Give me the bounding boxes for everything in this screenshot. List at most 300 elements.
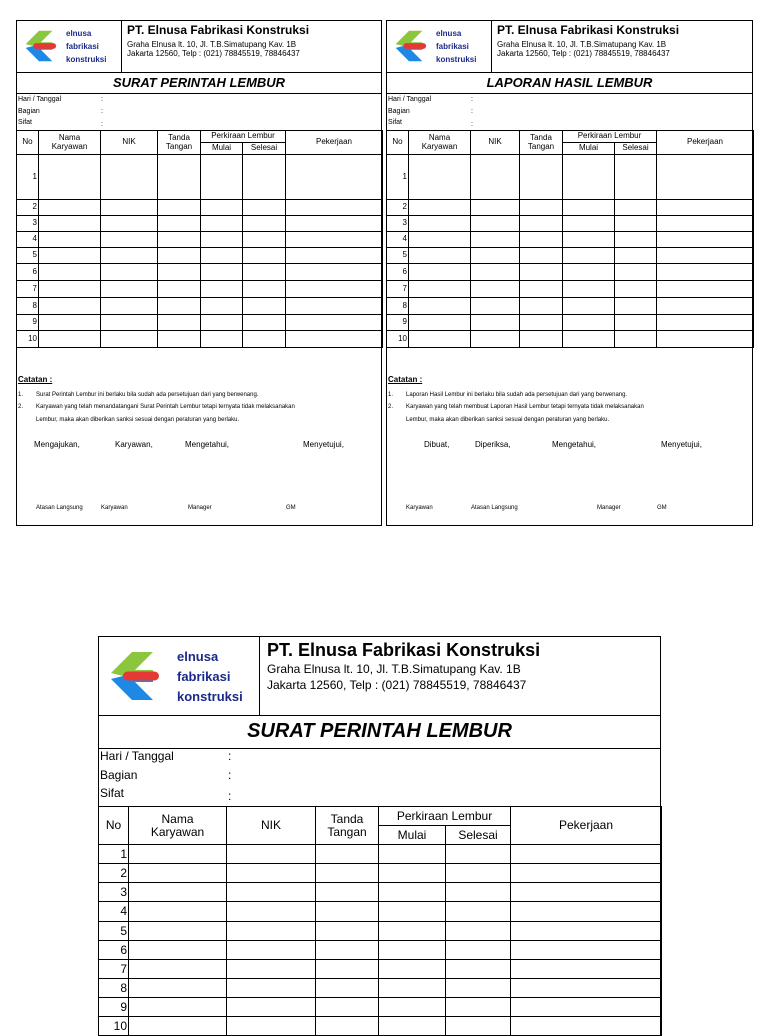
meta-label-sifat: Sifat: [388, 119, 403, 126]
cell-tanda[interactable]: [158, 216, 201, 232]
cell-selesai[interactable]: [243, 248, 286, 264]
cell-tanda[interactable]: [158, 155, 201, 200]
logo-text-1: elnusa: [66, 29, 92, 38]
sign-title: Menyetujui,: [303, 440, 344, 449]
cell-nama[interactable]: [39, 155, 101, 200]
row-number: 4: [99, 902, 129, 922]
header-perkiraan: Perkiraan Lembur: [379, 807, 511, 826]
cell-nik[interactable]: [101, 155, 158, 200]
cell-nama[interactable]: [39, 232, 101, 248]
form-title: SURAT PERINTAH LEMBUR: [17, 72, 381, 94]
cell-mulai[interactable]: [379, 883, 446, 902]
cell-nik[interactable]: [101, 315, 158, 331]
cell-pekerjaan[interactable]: [286, 331, 383, 348]
cell-mulai[interactable]: [379, 1017, 446, 1036]
cell-pekerjaan[interactable]: [511, 864, 662, 883]
sign-title: Mengajukan,: [34, 440, 80, 449]
cell-selesai[interactable]: [446, 960, 511, 979]
row-number: 7: [99, 960, 129, 979]
cell-tanda[interactable]: [316, 883, 379, 902]
cell-tanda[interactable]: [158, 331, 201, 348]
header-tanda: Tanda Tangan: [158, 131, 201, 155]
cell-nama[interactable]: [129, 845, 227, 864]
cell-tanda[interactable]: [520, 331, 563, 348]
row-number: 6: [17, 264, 39, 281]
cell-mulai[interactable]: [201, 200, 243, 216]
cell-pekerjaan[interactable]: [657, 298, 754, 315]
row-number: 1: [99, 845, 129, 864]
header-nik: NIK: [471, 131, 520, 155]
cell-mulai[interactable]: [201, 264, 243, 281]
cell-nik[interactable]: [101, 264, 158, 281]
sign-role: Manager: [188, 505, 212, 511]
company-logo: [387, 21, 492, 72]
cell-nik[interactable]: [471, 216, 520, 232]
cell-pekerjaan[interactable]: [657, 216, 754, 232]
cell-pekerjaan[interactable]: [657, 200, 754, 216]
cell-selesai[interactable]: [446, 1017, 511, 1036]
cell-tanda[interactable]: [520, 200, 563, 216]
cell-nik[interactable]: [227, 902, 316, 922]
cell-selesai[interactable]: [446, 979, 511, 998]
row-number: 9: [17, 315, 39, 331]
cell-selesai[interactable]: [615, 200, 657, 216]
note-number: 1.: [388, 392, 394, 398]
cell-pekerjaan[interactable]: [286, 200, 383, 216]
cell-mulai[interactable]: [379, 902, 446, 922]
cell-nik[interactable]: [227, 883, 316, 902]
cell-selesai[interactable]: [446, 864, 511, 883]
company-name: PT. Elnusa Fabrikasi Konstruksi: [497, 23, 680, 37]
header-no: No: [17, 131, 39, 155]
cell-tanda[interactable]: [520, 248, 563, 264]
cell-nama[interactable]: [129, 1017, 227, 1036]
header-pekerjaan: Pekerjaan: [286, 131, 383, 155]
cell-mulai[interactable]: [563, 248, 615, 264]
row-number: 6: [99, 941, 129, 960]
cell-nik[interactable]: [471, 281, 520, 298]
cell-nama[interactable]: [409, 232, 471, 248]
meta-label-sifat: Sifat: [100, 786, 125, 800]
header-nama: Nama Karyawan: [409, 131, 471, 155]
sign-role: Atasan Langsung: [36, 505, 83, 511]
cell-nik[interactable]: [101, 281, 158, 298]
cell-nama[interactable]: [129, 979, 227, 998]
cell-mulai[interactable]: [201, 232, 243, 248]
header-nama: Nama Karyawan: [39, 131, 101, 155]
form-header: [99, 637, 660, 716]
cell-selesai[interactable]: [243, 315, 286, 331]
header-mulai: Mulai: [379, 826, 446, 845]
cell-selesai[interactable]: [446, 883, 511, 902]
cell-tanda[interactable]: [158, 248, 201, 264]
cell-tanda[interactable]: [316, 998, 379, 1017]
cell-nik[interactable]: [471, 315, 520, 331]
cell-nik[interactable]: [227, 941, 316, 960]
note-number: 2.: [388, 404, 394, 410]
row-number: 7: [17, 281, 39, 298]
meta-colon: :: [101, 108, 103, 115]
cell-nama[interactable]: [409, 200, 471, 216]
meta-colon: :: [471, 96, 473, 103]
cell-mulai[interactable]: [563, 264, 615, 281]
note-number: 1.: [18, 392, 24, 398]
cell-selesai[interactable]: [615, 331, 657, 348]
meta-label-date: Hari / Tanggal: [388, 96, 432, 103]
sign-role: Karyawan: [406, 505, 433, 511]
cell-selesai[interactable]: [446, 845, 511, 864]
cell-nama[interactable]: [409, 216, 471, 232]
cell-pekerjaan[interactable]: [511, 960, 662, 979]
row-number: 9: [387, 315, 409, 331]
cell-pekerjaan[interactable]: [511, 941, 662, 960]
company-name: PT. Elnusa Fabrikasi Konstruksi: [267, 640, 541, 660]
cell-selesai[interactable]: [243, 264, 286, 281]
company-address-1: Graha Elnusa lt. 10, Jl. T.B.Simatupang Kav. 1B: [267, 662, 521, 676]
cell-pekerjaan[interactable]: [286, 264, 383, 281]
sign-title: Diperiksa,: [475, 440, 511, 449]
cell-nik[interactable]: [101, 331, 158, 348]
cell-tanda[interactable]: [316, 922, 379, 941]
cell-tanda[interactable]: [520, 155, 563, 200]
company-address-2: Jakarta 12560, Telp : (021) 78845519, 78846437: [267, 678, 527, 692]
cell-selesai[interactable]: [243, 281, 286, 298]
cell-selesai[interactable]: [615, 248, 657, 264]
cell-mulai[interactable]: [201, 298, 243, 315]
cell-nik[interactable]: [227, 979, 316, 998]
meta-label-bagian: Bagian: [100, 768, 138, 782]
note-text: Surat Perintah Lembur ini berlaku bila sudah ada persetujuan dari yang berwenang.: [36, 392, 259, 398]
meta-label-bagian: Bagian: [388, 108, 410, 115]
cell-nik[interactable]: [101, 216, 158, 232]
cell-tanda[interactable]: [316, 845, 379, 864]
cell-mulai[interactable]: [379, 845, 446, 864]
company-address-2: Jakarta 12560, Telp : (021) 78845519, 78846437: [497, 49, 670, 58]
header-no: No: [387, 131, 409, 155]
row-number: 4: [17, 232, 39, 248]
cell-mulai[interactable]: [563, 155, 615, 200]
meta-colon: :: [471, 121, 473, 128]
cell-tanda[interactable]: [316, 864, 379, 883]
row-number: 5: [17, 248, 39, 264]
cell-nama[interactable]: [39, 281, 101, 298]
note-text: Karyawan yang telah membuat Laporan Hasil Lembur tetapi ternyata tidak melaksanakan: [406, 404, 644, 410]
cell-pekerjaan[interactable]: [657, 331, 754, 348]
cell-nik[interactable]: [227, 998, 316, 1017]
cell-tanda[interactable]: [316, 902, 379, 922]
cell-pekerjaan[interactable]: [657, 264, 754, 281]
cell-pekerjaan[interactable]: [511, 979, 662, 998]
cell-mulai[interactable]: [563, 331, 615, 348]
header-nik: NIK: [227, 807, 316, 845]
cell-tanda[interactable]: [520, 315, 563, 331]
cell-tanda[interactable]: [316, 941, 379, 960]
cell-nama[interactable]: [39, 331, 101, 348]
cell-selesai[interactable]: [615, 315, 657, 331]
cell-pekerjaan[interactable]: [511, 1017, 662, 1036]
logo-text-3: konstruksi: [436, 55, 477, 64]
cell-nama[interactable]: [39, 216, 101, 232]
cell-selesai[interactable]: [615, 232, 657, 248]
row-number: 2: [387, 200, 409, 216]
row-number: 3: [99, 883, 129, 902]
cell-mulai[interactable]: [201, 331, 243, 348]
cell-nik[interactable]: [101, 298, 158, 315]
cell-nama[interactable]: [129, 864, 227, 883]
cell-tanda[interactable]: [158, 298, 201, 315]
cell-nik[interactable]: [227, 960, 316, 979]
row-number: 8: [99, 979, 129, 998]
cell-pekerjaan[interactable]: [286, 298, 383, 315]
cell-nik[interactable]: [471, 264, 520, 281]
header-selesai: Selesai: [615, 143, 657, 155]
row-number: 8: [387, 298, 409, 315]
cell-pekerjaan[interactable]: [657, 281, 754, 298]
cell-nama[interactable]: [129, 902, 227, 922]
form-title: LAPORAN HASIL LEMBUR: [387, 72, 752, 94]
sign-role: Manager: [597, 505, 621, 511]
cell-nama[interactable]: [409, 264, 471, 281]
form-surat-perintah-lembur: [16, 20, 382, 526]
cell-nik[interactable]: [101, 200, 158, 216]
cell-selesai[interactable]: [243, 216, 286, 232]
cell-pekerjaan[interactable]: [286, 315, 383, 331]
company-address-1: Graha Elnusa lt. 10, Jl. T.B.Simatupang Kav. 1B: [497, 40, 667, 49]
cell-nik[interactable]: [471, 248, 520, 264]
header-perkiraan: Perkiraan Lembur: [563, 131, 657, 143]
cell-selesai[interactable]: [615, 264, 657, 281]
sign-title: Menyetujui,: [661, 440, 702, 449]
cell-pekerjaan[interactable]: [286, 232, 383, 248]
cell-tanda[interactable]: [316, 960, 379, 979]
meta-colon: :: [101, 96, 103, 103]
cell-tanda[interactable]: [520, 298, 563, 315]
cell-nik[interactable]: [101, 248, 158, 264]
cell-nama[interactable]: [409, 281, 471, 298]
note-text: Laporan Hasil Lembur ini berlaku bila sudah ada persetujuan dari yang berwenang.: [406, 392, 628, 398]
logo-text-1: elnusa: [177, 649, 219, 664]
cell-nama[interactable]: [409, 155, 471, 200]
cell-selesai[interactable]: [243, 331, 286, 348]
cell-mulai[interactable]: [201, 281, 243, 298]
logo-text-2: fabrikasi: [436, 42, 469, 51]
company-logo: [17, 21, 122, 72]
cell-nama[interactable]: [129, 960, 227, 979]
cell-tanda[interactable]: [520, 232, 563, 248]
cell-pekerjaan[interactable]: [657, 155, 754, 200]
cell-mulai[interactable]: [379, 941, 446, 960]
logo-text-3: konstruksi: [177, 689, 243, 704]
cell-nik[interactable]: [471, 298, 520, 315]
row-number: 9: [99, 998, 129, 1017]
row-number: 5: [387, 248, 409, 264]
sign-title: Dibuat,: [424, 440, 450, 449]
header-perkiraan: Perkiraan Lembur: [201, 131, 286, 143]
logo-mark-icon: [102, 646, 162, 706]
cell-pekerjaan[interactable]: [657, 248, 754, 264]
row-number: 2: [17, 200, 39, 216]
cell-mulai[interactable]: [379, 922, 446, 941]
cell-nama[interactable]: [409, 315, 471, 331]
cell-nik[interactable]: [471, 155, 520, 200]
logo-mark-icon: [20, 27, 58, 65]
cell-nama[interactable]: [409, 331, 471, 348]
cell-nama[interactable]: [129, 998, 227, 1017]
form-header: [17, 21, 381, 73]
header-pekerjaan: Pekerjaan: [511, 807, 662, 845]
cell-nik[interactable]: [227, 845, 316, 864]
sign-title: Mengetahui,: [185, 440, 230, 449]
meta-label-date: Hari / Tanggal: [100, 749, 174, 763]
cell-mulai[interactable]: [201, 315, 243, 331]
cell-tanda[interactable]: [158, 264, 201, 281]
cell-selesai[interactable]: [615, 281, 657, 298]
header-tanda: Tanda Tangan: [316, 807, 379, 845]
cell-nik[interactable]: [227, 864, 316, 883]
sign-role: GM: [286, 505, 296, 511]
overtime-table: [98, 806, 662, 1036]
cell-nik[interactable]: [227, 1017, 316, 1036]
cell-nik[interactable]: [101, 232, 158, 248]
header-mulai: Mulai: [201, 143, 243, 155]
cell-tanda[interactable]: [520, 264, 563, 281]
cell-pekerjaan[interactable]: [286, 155, 383, 200]
header-no: No: [99, 807, 129, 845]
cell-selesai[interactable]: [446, 941, 511, 960]
cell-mulai[interactable]: [563, 281, 615, 298]
sign-role: Atasan Langsung: [471, 505, 518, 511]
cell-nik[interactable]: [227, 922, 316, 941]
cell-mulai[interactable]: [379, 979, 446, 998]
cell-pekerjaan[interactable]: [657, 315, 754, 331]
cell-tanda[interactable]: [316, 1017, 379, 1036]
cell-nik[interactable]: [471, 331, 520, 348]
row-number: 7: [387, 281, 409, 298]
cell-mulai[interactable]: [563, 232, 615, 248]
cell-tanda[interactable]: [158, 200, 201, 216]
cell-mulai[interactable]: [201, 216, 243, 232]
cell-tanda[interactable]: [158, 281, 201, 298]
cell-nama[interactable]: [39, 298, 101, 315]
cell-nama[interactable]: [129, 941, 227, 960]
cell-nama[interactable]: [39, 248, 101, 264]
header-mulai: Mulai: [563, 143, 615, 155]
note-text: Lembur, maka akan diberikan sanksi sesuai dengan peraturan yang berlaku.: [36, 417, 240, 423]
meta-colon: :: [471, 108, 473, 115]
cell-pekerjaan[interactable]: [286, 248, 383, 264]
cell-mulai[interactable]: [563, 315, 615, 331]
row-number: 8: [17, 298, 39, 315]
header-nama: Nama Karyawan: [129, 807, 227, 845]
cell-nik[interactable]: [471, 200, 520, 216]
form-surat-perintah-lembur-enlarged: [98, 636, 661, 1036]
cell-nama[interactable]: [39, 315, 101, 331]
cell-pekerjaan[interactable]: [511, 845, 662, 864]
cell-selesai[interactable]: [615, 216, 657, 232]
cell-selesai[interactable]: [615, 155, 657, 200]
header-selesai: Selesai: [243, 143, 286, 155]
cell-selesai[interactable]: [446, 922, 511, 941]
logo-text-1: elnusa: [436, 29, 462, 38]
row-number: 6: [387, 264, 409, 281]
note-text: Karyawan yang telah menandatangani Surat Perintah Lembur tetapi ternyata tidak melaksanakan: [36, 404, 295, 410]
cell-nama[interactable]: [409, 298, 471, 315]
cell-selesai[interactable]: [446, 902, 511, 922]
cell-tanda[interactable]: [520, 216, 563, 232]
row-number: 2: [99, 864, 129, 883]
cell-tanda[interactable]: [316, 979, 379, 998]
row-number: 4: [387, 232, 409, 248]
cell-selesai[interactable]: [243, 200, 286, 216]
cell-pekerjaan[interactable]: [657, 232, 754, 248]
cell-mulai[interactable]: [563, 200, 615, 216]
cell-pekerjaan[interactable]: [511, 902, 662, 922]
cell-selesai[interactable]: [446, 998, 511, 1017]
cell-nama[interactable]: [129, 883, 227, 902]
cell-pekerjaan[interactable]: [511, 883, 662, 902]
logo-mark-icon: [390, 27, 428, 65]
cell-pekerjaan[interactable]: [286, 281, 383, 298]
note-text: Lembur, maka akan diberikan sanksi sesuai dengan peraturan yang berlaku.: [406, 417, 610, 423]
row-number: 1: [387, 155, 409, 200]
notes-title: Catatan :: [388, 375, 423, 384]
cell-mulai[interactable]: [201, 155, 243, 200]
cell-nama[interactable]: [409, 248, 471, 264]
header-nik: NIK: [101, 131, 158, 155]
cell-selesai[interactable]: [243, 298, 286, 315]
sign-role: Karyawan: [101, 505, 128, 511]
cell-nama[interactable]: [39, 200, 101, 216]
cell-mulai[interactable]: [563, 216, 615, 232]
meta-colon: :: [228, 768, 232, 782]
form-title: SURAT PERINTAH LEMBUR: [99, 715, 660, 749]
form-header: [387, 21, 752, 73]
cell-pekerjaan[interactable]: [511, 922, 662, 941]
logo-text-2: fabrikasi: [177, 669, 231, 684]
sign-title: Karyawan,: [115, 440, 153, 449]
sign-role: GM: [657, 505, 667, 511]
row-number: 3: [387, 216, 409, 232]
meta-label-sifat: Sifat: [18, 119, 33, 126]
sign-title: Mengetahui,: [552, 440, 597, 449]
cell-tanda[interactable]: [158, 315, 201, 331]
cell-selesai[interactable]: [615, 298, 657, 315]
cell-selesai[interactable]: [243, 155, 286, 200]
company-logo: [99, 637, 260, 715]
cell-pekerjaan[interactable]: [286, 216, 383, 232]
cell-mulai[interactable]: [379, 998, 446, 1017]
note-number: 2.: [18, 404, 24, 410]
row-number: 10: [99, 1017, 129, 1036]
cell-tanda[interactable]: [520, 281, 563, 298]
row-number: 3: [17, 216, 39, 232]
cell-nik[interactable]: [471, 232, 520, 248]
cell-mulai[interactable]: [563, 298, 615, 315]
cell-pekerjaan[interactable]: [511, 998, 662, 1017]
cell-nama[interactable]: [129, 922, 227, 941]
header-pekerjaan: Pekerjaan: [657, 131, 754, 155]
cell-selesai[interactable]: [243, 232, 286, 248]
cell-tanda[interactable]: [158, 232, 201, 248]
company-address-1: Graha Elnusa lt. 10, Jl. T.B.Simatupang Kav. 1B: [127, 40, 297, 49]
meta-colon: :: [101, 121, 103, 128]
cell-mulai[interactable]: [201, 248, 243, 264]
cell-nama[interactable]: [39, 264, 101, 281]
cell-mulai[interactable]: [379, 864, 446, 883]
cell-mulai[interactable]: [379, 960, 446, 979]
row-number: 10: [17, 331, 39, 348]
company-name: PT. Elnusa Fabrikasi Konstruksi: [127, 23, 310, 37]
